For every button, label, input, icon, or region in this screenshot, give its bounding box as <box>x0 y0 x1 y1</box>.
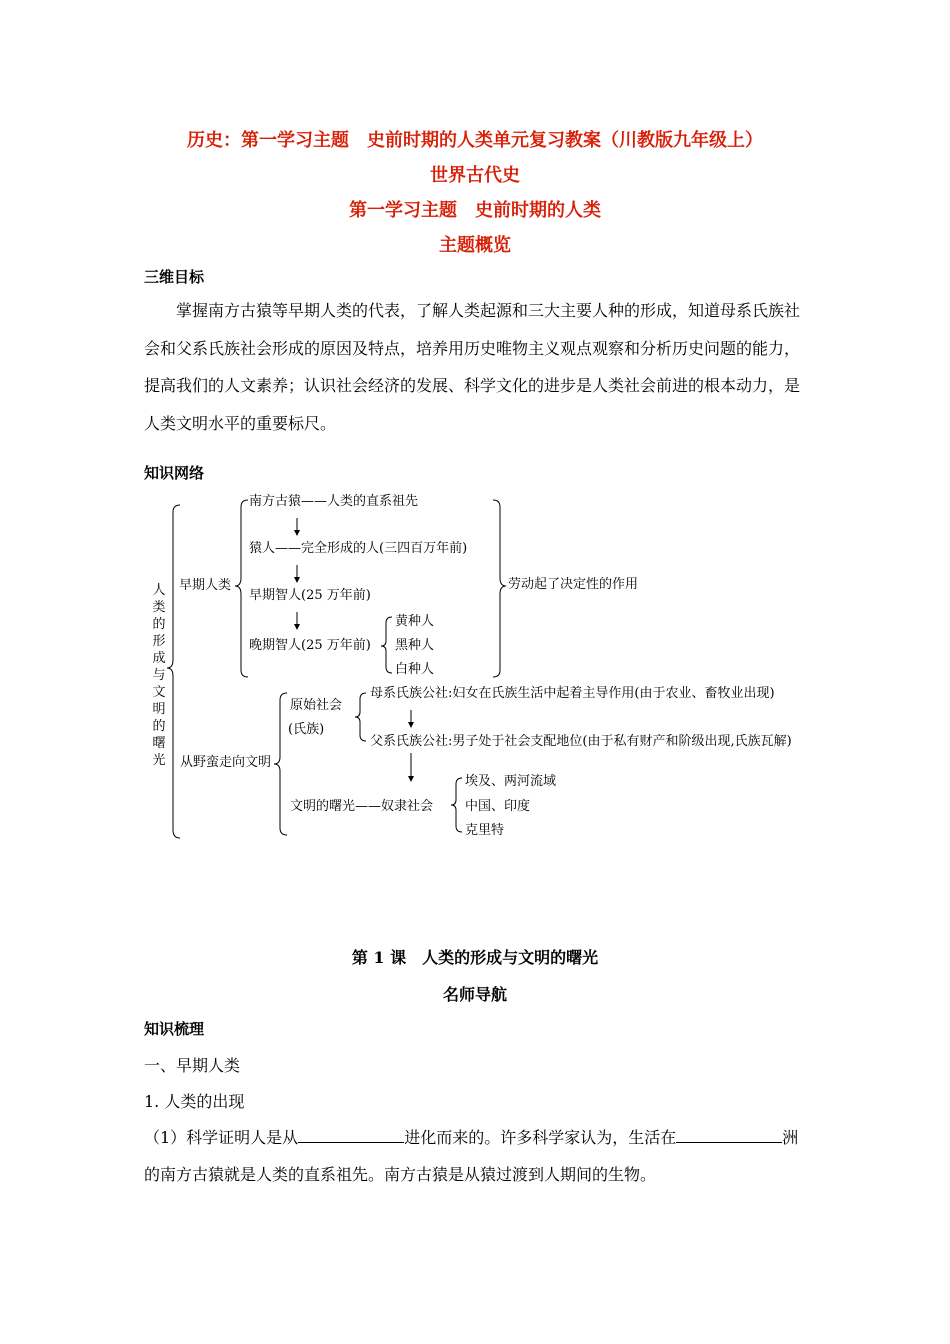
section-early-humans: 一、早期人类 <box>144 1056 241 1075</box>
races-brace <box>381 617 392 673</box>
goals-heading: 三维目标 <box>144 268 205 286</box>
main-title: 历史：第一学习主题 史前时期的人类单元复习教案（川教版九年级上） <box>187 130 763 151</box>
region-crete: 克里特 <box>465 823 505 838</box>
region-china-india: 中国、印度 <box>465 799 531 814</box>
early-humans-label: 早期人类 <box>179 578 232 593</box>
labor-brace <box>493 500 506 677</box>
lesson-title: 第 1 课 人类的形成与文明的曙光 <box>351 948 599 967</box>
regions-brace <box>451 778 462 832</box>
answer-blank-2[interactable] <box>676 1128 782 1143</box>
world-title: 世界古代史 <box>430 165 520 186</box>
patriarchal-clan: 父系氏族公社:男子处于社会支配地位(由于私有财产和阶级出现,氏族瓦解) <box>370 734 792 749</box>
network-heading: 知识网络 <box>144 464 205 482</box>
race-black: 黑种人 <box>395 638 435 653</box>
question-1: （1）科学证明人是从 进化而来的。许多科学家认为，生活在 洲 <box>144 1128 799 1147</box>
early-homo-sapiens-item: 早期智人(25 万年前) <box>249 588 371 603</box>
theme-title: 第一学习主题 史前时期的人类 <box>349 200 601 221</box>
early-brace <box>235 500 248 677</box>
goals-paragraph: 掌握南方古猿等早期人类的代表，了解人类起源和三大主要人种的形成，知道母系氏族社会和父系氏族社会形成的原因及特点，培养用历史唯物主义观点观察和分析历史问题的能力，提高我们的人文素养；认识社会经济的发展、科学文化的进步是人类社会前进的根本动力，是人类文明水平的重要标尺。 <box>144 301 801 433</box>
lesson-subtitle: 名师导航 <box>442 985 507 1004</box>
answer-blank-1[interactable] <box>298 1128 404 1143</box>
civilization-brace <box>274 693 287 835</box>
region-egypt-mesopotamia: 埃及、两河流域 <box>465 774 557 789</box>
primitive-society-label: 原始社会 <box>290 698 343 713</box>
item-human-emergence: 1. 人类的出现 <box>144 1092 245 1111</box>
overview-title: 主题概览 <box>439 235 511 256</box>
question-1-continued: 的南方古猿就是人类的直系祖先。南方古猿是从猿过渡到人期间的生物。 <box>144 1165 657 1184</box>
knowledge-heading: 知识梳理 <box>144 1020 205 1038</box>
dawn-of-civilization: 文明的曙光——奴隶社会 <box>290 799 434 814</box>
matriarchal-clan: 母系氏族公社:妇女在氏族生活中起着主导作用(由于农业、畜牧业出现) <box>370 686 775 701</box>
root-brace <box>167 505 180 838</box>
root-vertical-label: 人 类 的 形 成 与 文 明 的 曙 光 <box>152 583 166 768</box>
australopithecus-item: 南方古猿——人类的直系祖先 <box>249 494 419 509</box>
society-brace <box>355 693 366 741</box>
homo-erectus-item: 猿人——完全形成的人(三四百万年前) <box>249 541 468 556</box>
race-yellow: 黄种人 <box>395 614 435 629</box>
clan-label: (氏族) <box>288 722 325 737</box>
labor-conclusion: 劳动起了决定性的作用 <box>508 577 639 592</box>
civilization-label: 从野蛮走向文明 <box>180 755 272 770</box>
late-homo-sapiens-item: 晚期智人(25 万年前) <box>249 638 371 653</box>
race-white: 白种人 <box>395 662 435 677</box>
